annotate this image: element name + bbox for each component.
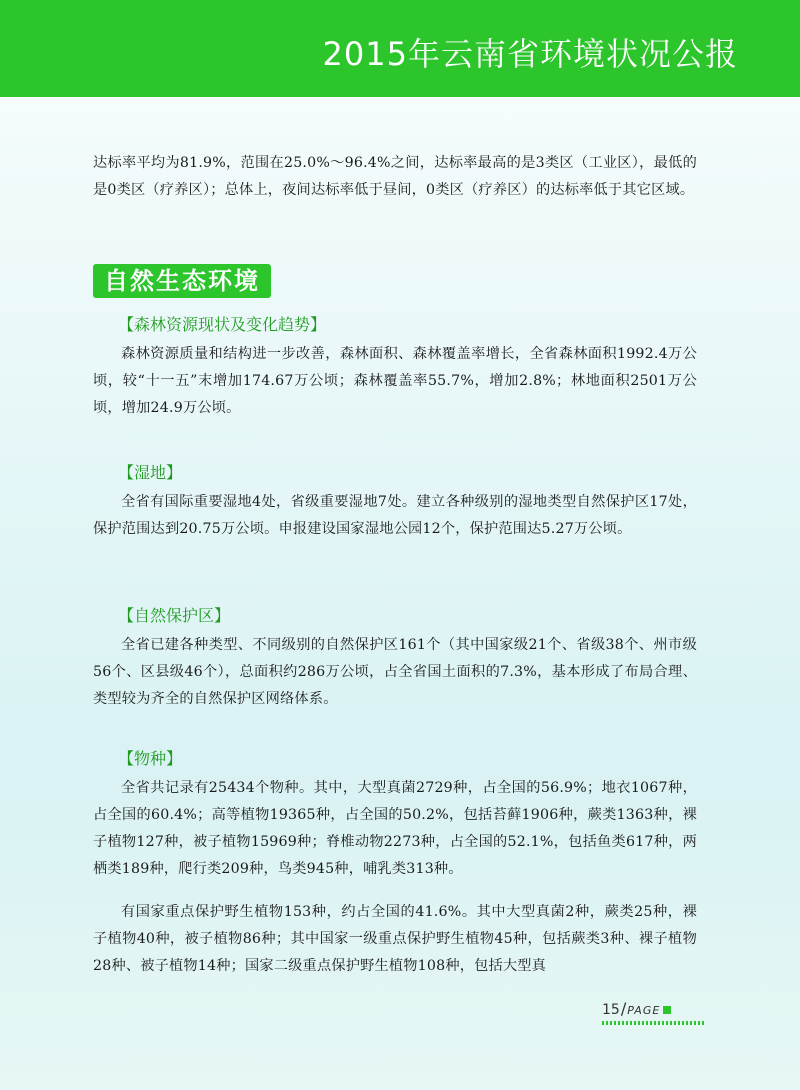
report-title: 2015年云南省环境状况公报 — [322, 35, 738, 73]
intro-paragraph: 达标率平均为81.9%，范围在25.0%～96.4%之间，达标率最高的是3类区（工业区），最低的是0类区（疗养区）；总体上，夜间达标率低于昼间，0类区（疗养区）的达标率低于其它区域。 — [93, 155, 697, 198]
page-marker-icon — [663, 1006, 671, 1014]
forest-heading: 【森林资源现状及变化趋势】 — [118, 315, 327, 334]
wetland-paragraph: 全省有国际重要湿地4处，省级重要湿地7处。建立各种级别的湿地类型自然保护区17处，保护范围达到20.75万公顷。申报建设国家湿地公园12个，保护范围达5.27万公顷。 — [93, 494, 697, 537]
header-bar — [0, 0, 800, 97]
reserve-heading: 【自然保护区】 — [118, 606, 231, 625]
species-paragraph-2: 有国家重点保护野生植物153种，约占全国的41.6%。其中大型真菌2种，蕨类25种，裸子植物40种，被子植物86种；其中国家一级重点保护野生植物45种，包括蕨类3种、裸子植物28种、被子植物14种；国家二级重点保护野生植物108种，包括大型真 — [93, 904, 697, 974]
page-label: PAGE — [627, 1004, 661, 1017]
forest-paragraph: 森林资源质量和结构进一步改善，森林面积、森林覆盖率增长，全省森林面积1992.4万公顷，较“十一五”末增加174.67万公顷；森林覆盖率55.7%，增加2.8%；林地面积2501万公顷，增加24.9万公顷。 — [93, 346, 697, 416]
page-footer — [602, 1000, 671, 1020]
wetland-heading: 【湿地】 — [118, 463, 183, 482]
page-number: 15 — [602, 1002, 620, 1018]
species-heading: 【物种】 — [118, 749, 183, 768]
footer-dotted-rule — [602, 1021, 704, 1025]
reserve-paragraph: 全省已建各种类型、不同级别的自然保护区161个（其中国家级21个、省级38个、州市级56个、区县级46个），总面积约286万公顷，占全省国土面积的7.3%，基本形成了布局合理、类型较为齐全的自然保护区网络体系。 — [93, 637, 697, 707]
page-slash: / — [620, 999, 627, 1018]
section-title: 自然生态环境 — [104, 267, 260, 295]
species-paragraph-1: 全省共记录有25434个物种。其中，大型真菌2729种，占全国的56.9%；地衣1067种，占全国的60.4%；高等植物19365种，占全国的50.2%，包括苔藓1906种，蕨类1363种，裸子植物127种，被子植物15969种；脊椎动物2273种，占全国的52.1%，包括鱼类617种，两栖类189种，爬行类209种，鸟类945种，哺乳类313种。 — [93, 780, 697, 877]
section-banner — [93, 264, 271, 298]
